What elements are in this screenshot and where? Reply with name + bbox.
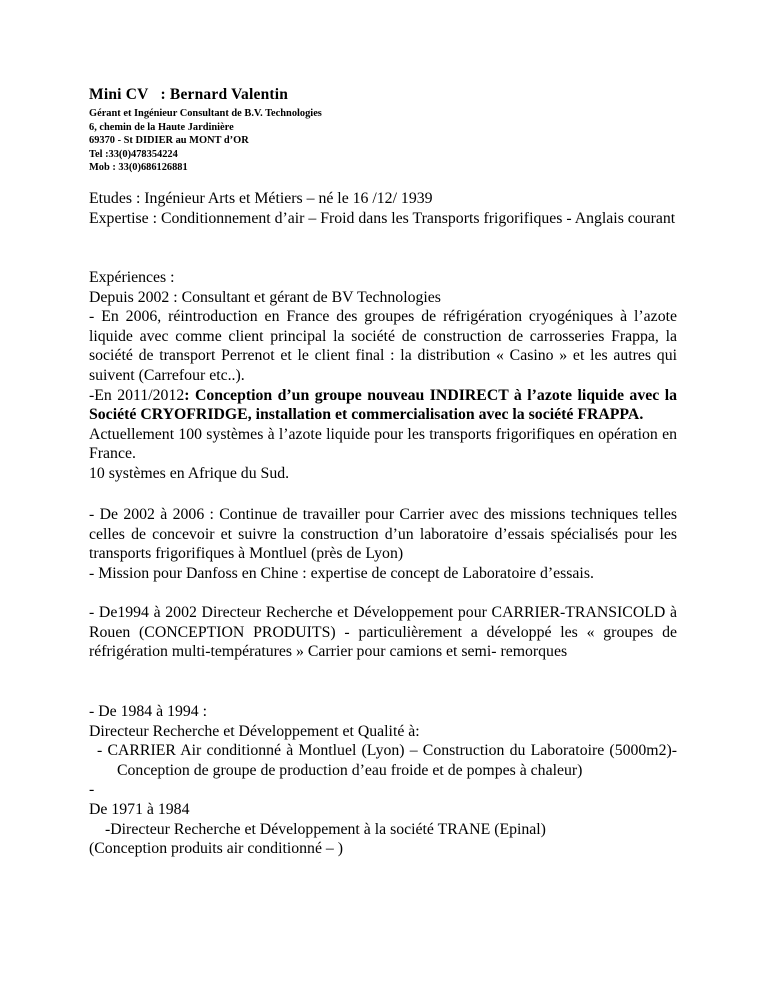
cv-title: Mini CV : Bernard Valentin — [89, 86, 289, 103]
experience-1984-heading: - De 1984 à 1994 : — [89, 703, 208, 720]
experience-1971-role: -Directeur Recherche et Développement à la société TRANE (Epinal) — [105, 820, 546, 838]
experience-1984-role: Directeur Recherche et Développement et Qualité à: — [89, 722, 420, 740]
experience-actuellement: Actuellement 100 systèmes à l’azote liquide pour les transports frigorifiques en opération en France. — [89, 425, 677, 463]
experience-1984-dash: - — [89, 781, 95, 799]
etudes-line: Etudes : Ingénieur Arts et Métiers – né le 16 /12/ 1939 — [89, 190, 433, 207]
experience-danfoss: - Mission pour Danfoss en Chine : expertise de concept de Laboratoire d’essais. — [89, 564, 594, 582]
contact-tel: Tel :33(0)478354224 — [89, 148, 178, 160]
contact-city: 69370 - St DIDIER au MONT d’OR — [89, 135, 249, 147]
experience-1984-1994-section — [89, 702, 677, 859]
contact-address: 6, chemin de la Haute Jardinière — [89, 121, 234, 133]
experiences-section — [89, 268, 677, 484]
experience-since-2002: Depuis 2002 : Consultant et gérant de BV Technologies — [89, 288, 441, 306]
summary-section — [89, 189, 677, 228]
expertise-line: Expertise : Conditionnement d’air – Froid dans les Transports frigorifiques - Anglais courant — [89, 209, 676, 227]
experience-2002-2006: - De 2002 à 2006 : Continue de travailler pour Carrier avec des missions techniques telles celles de concevoir et suivre la construction d’un laboratoire d’essais spécialisés pour les transports frigorifiques à Montluel (près de Lyon) — [89, 506, 677, 563]
experience-1984-carrier: - CARRIER Air conditionné à Montluel (Lyon) – Construction du Laboratoire (5000m2)- Conception de groupe de production d’eau froide et de pompes à chaleur) — [97, 742, 677, 779]
contact-role: Gérant et Ingénieur Consultant de B.V. Technologies — [89, 108, 322, 119]
experience-afrique: 10 systèmes en Afrique du Sud. — [89, 464, 290, 482]
experience-1994-2002: - De1994 à 2002 Directeur Recherche et Développement pour CARRIER-TRANSICOLD à Rouen (CONCEPTION PRODUITS) - particulièrement a développé les « groupes de réfrigération multi-températures » Carrier pour camions et semi- remorques — [89, 604, 677, 661]
experience-2002-2006-section — [89, 505, 677, 583]
experience-1971-heading: De 1971 à 1984 — [89, 800, 190, 818]
experience-2006: - En 2006, réintroduction en France des groupes de réfrigération cryogéniques à l’azote liquide avec comme client principal la société de construction de carrosseries Frappa, la société de transport Perrenot et le client final : la distribution « Casino » et les autres qui suivent (Carrefour etc..). — [89, 308, 677, 384]
experience-2011 — [89, 386, 677, 425]
experience-1994-2002-section — [89, 603, 677, 662]
experience-2011-detail: : Conception d’un groupe nouveau INDIRECT à l’azote liquide avec la Société CRYOFRIDGE, installation et commercialisation avec la société FRAPPA. — [89, 386, 677, 424]
experiences-heading: Expériences : — [89, 269, 175, 286]
experience-1971-detail: (Conception produits air conditionné – ) — [89, 840, 344, 858]
contact-block — [89, 107, 322, 175]
experience-2011-date: -En 2011/2012 — [89, 386, 185, 404]
contact-mobile: Mob : 33(0)686126881 — [89, 162, 188, 174]
